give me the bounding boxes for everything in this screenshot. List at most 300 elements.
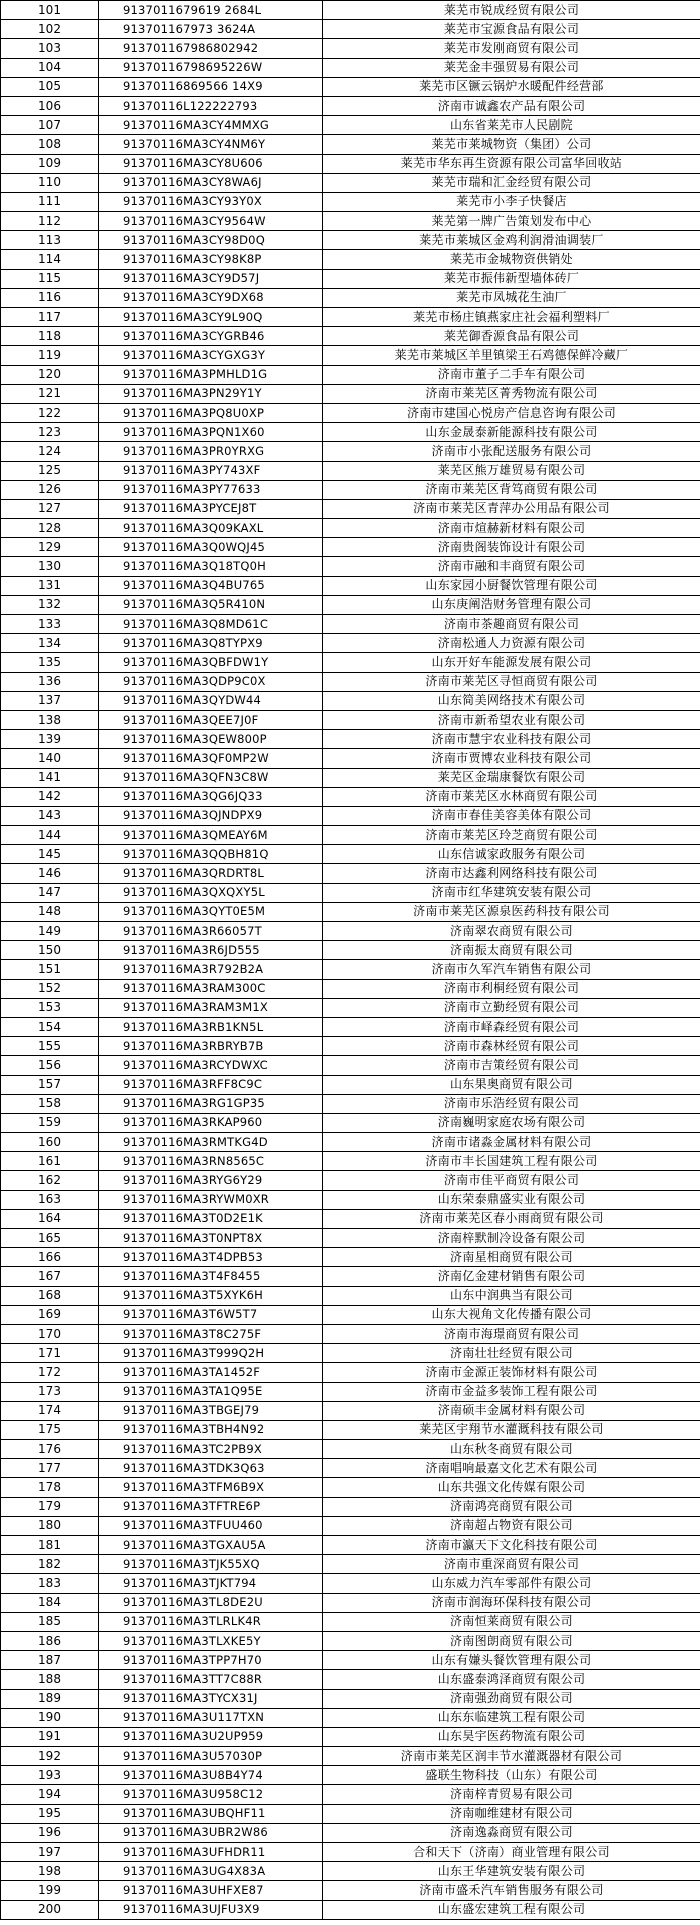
row-number-cell: 121 <box>1 384 99 403</box>
table-row <box>1 365 700 384</box>
table-row <box>1 615 700 634</box>
row-number-cell: 181 <box>1 1536 99 1555</box>
table-row <box>1 1555 700 1574</box>
credit-code-cell: 91370116MA3TJKT794 <box>99 1574 323 1593</box>
table-row <box>1 634 700 653</box>
table-row <box>1 1190 700 1209</box>
company-name-cell: 济南市利桐经贸有限公司 <box>323 979 700 998</box>
credit-code-cell: 91370116MA3TA1Q95E <box>99 1382 323 1401</box>
table-row <box>1 1229 700 1248</box>
row-number-cell: 144 <box>1 826 99 845</box>
row-number-cell: 132 <box>1 595 99 614</box>
credit-code-cell: 91370116MA3TFM6B9X <box>99 1478 323 1497</box>
row-number-cell: 159 <box>1 1113 99 1132</box>
table-row <box>1 806 700 825</box>
table-row <box>1 212 700 231</box>
row-number-cell: 107 <box>1 116 99 135</box>
company-name-cell: 济南市久军汽车销售有限公司 <box>323 960 700 979</box>
company-name-cell: 济南梓青贸易有限公司 <box>323 1785 700 1804</box>
table-row <box>1 39 700 58</box>
table-row <box>1 269 700 288</box>
row-number-cell: 165 <box>1 1229 99 1248</box>
credit-code-cell: 91370116MA3PMHLD1G <box>99 365 323 384</box>
company-name-cell: 济南鸿亮商贸有限公司 <box>323 1497 700 1516</box>
company-name-cell: 莱芜第一牌广告策划发布中心 <box>323 212 700 231</box>
table-row <box>1 922 700 941</box>
company-name-cell: 济南恒莱商贸有限公司 <box>323 1612 700 1631</box>
table-row <box>1 1382 700 1401</box>
company-name-cell: 济南市慧宇农业科技有限公司 <box>323 730 700 749</box>
row-number-cell: 139 <box>1 730 99 749</box>
company-name-cell: 济南市诸淼金属材料有限公司 <box>323 1133 700 1152</box>
company-name-cell: 济南超占物资有限公司 <box>323 1516 700 1535</box>
credit-code-cell: 91370116MA3QF0MP2W <box>99 749 323 768</box>
credit-code-cell: 91370116MA3TT7C88R <box>99 1670 323 1689</box>
credit-code-cell: 91370116MA3CY9L90Q <box>99 308 323 327</box>
credit-code-cell: 91370116MA3T4DPB53 <box>99 1248 323 1267</box>
row-number-cell: 151 <box>1 960 99 979</box>
credit-code-cell: 91370116MA3QDP9C0X <box>99 672 323 691</box>
row-number-cell: 183 <box>1 1574 99 1593</box>
credit-code-cell: 91370116MA3TL8DE2U <box>99 1593 323 1612</box>
credit-code-cell: 91370116MA3UHFXE87 <box>99 1881 323 1900</box>
table-row <box>1 1363 700 1382</box>
table-row <box>1 1056 700 1075</box>
credit-code-cell: 91370116MA3CY8U606 <box>99 154 323 173</box>
row-number-cell: 103 <box>1 39 99 58</box>
row-number-cell: 160 <box>1 1133 99 1152</box>
credit-code-cell: 91370116MA3TBH4N92 <box>99 1420 323 1439</box>
company-name-cell: 山东果奥商贸有限公司 <box>323 1075 700 1094</box>
company-name-cell: 莱芜市莱城物资（集团）公司 <box>323 135 700 154</box>
row-number-cell: 175 <box>1 1420 99 1439</box>
row-number-cell: 157 <box>1 1075 99 1094</box>
row-number-cell: 154 <box>1 1017 99 1036</box>
row-number-cell: 189 <box>1 1689 99 1708</box>
company-name-cell: 山东威力汽车零部件有限公司 <box>323 1574 700 1593</box>
row-number-cell: 130 <box>1 557 99 576</box>
credit-code-cell: 91370116MA3UBR2W86 <box>99 1823 323 1842</box>
company-name-cell: 济南市红华建筑安装有限公司 <box>323 883 700 902</box>
credit-code-cell: 91370116MA3PQN1X60 <box>99 423 323 442</box>
credit-code-cell: 91370116MA3RYWM0XR <box>99 1190 323 1209</box>
company-name-cell: 济南翠农商贸有限公司 <box>323 922 700 941</box>
credit-code-cell: 91370116MA3T0NPT8X <box>99 1229 323 1248</box>
row-number-cell: 122 <box>1 403 99 422</box>
company-name-cell: 山东盛泰鸿泽商贸有限公司 <box>323 1670 700 1689</box>
table-row <box>1 480 700 499</box>
row-number-cell: 199 <box>1 1881 99 1900</box>
credit-code-cell: 91370116MA3T999Q2H <box>99 1344 323 1363</box>
credit-code-cell: 91370116MA3CY9564W <box>99 212 323 231</box>
row-number-cell: 188 <box>1 1670 99 1689</box>
row-number-cell: 187 <box>1 1651 99 1670</box>
table-row <box>1 1593 700 1612</box>
company-name-cell: 山东秋冬商贸有限公司 <box>323 1440 700 1459</box>
credit-code-cell: 91370116MA3CY4MMXG <box>99 116 323 135</box>
company-name-cell: 济南市金益多装饰工程有限公司 <box>323 1382 700 1401</box>
credit-code-cell: 91370116MA3QG6JQ33 <box>99 787 323 806</box>
row-number-cell: 182 <box>1 1555 99 1574</box>
row-number-cell: 105 <box>1 77 99 96</box>
table-row <box>1 902 700 921</box>
row-number-cell: 193 <box>1 1766 99 1785</box>
credit-code-cell: 91370116MA3T6W5T7 <box>99 1305 323 1324</box>
company-name-cell: 济南市莱芜区春小雨商贸有限公司 <box>323 1209 700 1228</box>
row-number-cell: 166 <box>1 1248 99 1267</box>
credit-code-cell: 91370116MA3T0D2E1K <box>99 1209 323 1228</box>
credit-code-cell: 91370116MA3TPP7H70 <box>99 1651 323 1670</box>
company-name-cell: 济南市丰长国建筑工程有限公司 <box>323 1152 700 1171</box>
company-name-cell: 山东信诚家政服务有限公司 <box>323 845 700 864</box>
company-name-cell: 济南市茶趣商贸有限公司 <box>323 615 700 634</box>
table-row <box>1 1017 700 1036</box>
credit-code-cell: 91370116MA3TYCX31J <box>99 1689 323 1708</box>
table-row <box>1 135 700 154</box>
company-name-cell: 山东大视角文化传播有限公司 <box>323 1305 700 1324</box>
credit-code-cell: 91370116L122222793 <box>99 96 323 115</box>
credit-code-cell: 91370116MA3RFF8C9C <box>99 1075 323 1094</box>
company-name-cell: 济南市莱芜区菁秀物流有限公司 <box>323 384 700 403</box>
table-row <box>1 1152 700 1171</box>
table-row <box>1 1516 700 1535</box>
credit-code-cell: 91370116MA3T8C275F <box>99 1324 323 1343</box>
row-number-cell: 171 <box>1 1344 99 1363</box>
table-row <box>1 1612 700 1631</box>
table-row <box>1 1843 700 1862</box>
credit-code-cell: 91370116MA3Q8TYPX9 <box>99 634 323 653</box>
row-number-cell: 153 <box>1 998 99 1017</box>
credit-code-cell: 91370116MA3CYGXG3Y <box>99 346 323 365</box>
credit-code-cell: 91370116MA3QYT0E5M <box>99 902 323 921</box>
table-row <box>1 519 700 538</box>
company-name-cell: 莱芜金丰强贸易有限公司 <box>323 58 700 77</box>
table-row <box>1 308 700 327</box>
credit-code-cell: 91370116MA3PQ8U0XP <box>99 403 323 422</box>
table-row <box>1 768 700 787</box>
company-name-cell: 山东金晟泰新能源科技有限公司 <box>323 423 700 442</box>
credit-code-cell: 91370116MA3CY9DX68 <box>99 288 323 307</box>
credit-code-cell: 91370116MA3QEW800P <box>99 730 323 749</box>
credit-code-cell: 91370116MA3TGXAU5A <box>99 1536 323 1555</box>
company-name-cell: 济南贵阁装饰设计有限公司 <box>323 538 700 557</box>
row-number-cell: 125 <box>1 461 99 480</box>
credit-code-cell: 91370116MA3CY93Y0X <box>99 192 323 211</box>
company-name-cell: 济南星相商贸有限公司 <box>323 1248 700 1267</box>
table-row <box>1 960 700 979</box>
row-number-cell: 104 <box>1 58 99 77</box>
row-number-cell: 120 <box>1 365 99 384</box>
table-row <box>1 1766 700 1785</box>
table-body <box>1 1 700 1920</box>
row-number-cell: 155 <box>1 1037 99 1056</box>
credit-code-cell: 91370116MA3PY77633 <box>99 480 323 499</box>
company-name-cell: 济南市贾博农业科技有限公司 <box>323 749 700 768</box>
credit-code-cell: 91370116MA3Q8MD61C <box>99 615 323 634</box>
credit-code-cell: 91370116MA3PN29Y1Y <box>99 384 323 403</box>
row-number-cell: 114 <box>1 250 99 269</box>
table-row <box>1 576 700 595</box>
table-row <box>1 845 700 864</box>
row-number-cell: 167 <box>1 1267 99 1286</box>
row-number-cell: 142 <box>1 787 99 806</box>
table-row <box>1 1747 700 1766</box>
company-name-cell: 山东东临建筑工程有限公司 <box>323 1708 700 1727</box>
row-number-cell: 150 <box>1 941 99 960</box>
credit-code-cell: 91370116MA3RAM3M1X <box>99 998 323 1017</box>
row-number-cell: 106 <box>1 96 99 115</box>
credit-code-cell: 91370116MA3R6JD555 <box>99 941 323 960</box>
row-number-cell: 126 <box>1 480 99 499</box>
row-number-cell: 198 <box>1 1862 99 1881</box>
credit-code-cell: 91370116MA3RG1GP35 <box>99 1094 323 1113</box>
company-name-cell: 莱芜区金瑞康餐饮有限公司 <box>323 768 700 787</box>
row-number-cell: 180 <box>1 1516 99 1535</box>
row-number-cell: 200 <box>1 1900 99 1919</box>
row-number-cell: 123 <box>1 423 99 442</box>
company-name-cell: 莱芜市振伟新型墙体砖厂 <box>323 269 700 288</box>
credit-code-cell: 91370116MA3QBFDW1Y <box>99 653 323 672</box>
credit-code-cell: 91370116MA3UG4X83A <box>99 1862 323 1881</box>
row-number-cell: 184 <box>1 1593 99 1612</box>
table-row <box>1 998 700 1017</box>
row-number-cell: 177 <box>1 1459 99 1478</box>
row-number-cell: 141 <box>1 768 99 787</box>
company-name-cell: 济南逸淼商贸有限公司 <box>323 1823 700 1842</box>
row-number-cell: 190 <box>1 1708 99 1727</box>
table-row <box>1 1171 700 1190</box>
company-name-cell: 济南硕丰金属材料有限公司 <box>323 1401 700 1420</box>
table-row <box>1 1670 700 1689</box>
table-row <box>1 787 700 806</box>
credit-code-cell: 91370116MA3TC2PB9X <box>99 1440 323 1459</box>
credit-code-cell: 91370116MA3QRDRT8L <box>99 864 323 883</box>
company-name-cell: 济南市乐浩经贸有限公司 <box>323 1094 700 1113</box>
credit-code-cell: 91370116MA3RBRYB7B <box>99 1037 323 1056</box>
company-name-cell: 济南咖维建材有限公司 <box>323 1804 700 1823</box>
row-number-cell: 135 <box>1 653 99 672</box>
row-number-cell: 152 <box>1 979 99 998</box>
company-name-cell: 济南壮壮经贸有限公司 <box>323 1344 700 1363</box>
credit-code-cell: 91370116MA3CY98K8P <box>99 250 323 269</box>
credit-code-cell: 91370116MA3U117TXN <box>99 1708 323 1727</box>
credit-code-cell: 91370116MA3QJNDPX9 <box>99 806 323 825</box>
table-row <box>1 116 700 135</box>
credit-code-cell: 91370116MA3U57030P <box>99 1747 323 1766</box>
credit-code-cell: 91370116MA3PYCEJ8T <box>99 499 323 518</box>
row-number-cell: 127 <box>1 499 99 518</box>
table-row <box>1 192 700 211</box>
table-row <box>1 346 700 365</box>
company-name-cell: 济南市森林经贸有限公司 <box>323 1037 700 1056</box>
company-name-cell: 山东共强文化传媒有限公司 <box>323 1478 700 1497</box>
row-number-cell: 192 <box>1 1747 99 1766</box>
company-name-cell: 莱芜市凤城花生油厂 <box>323 288 700 307</box>
table-row <box>1 1037 700 1056</box>
table-row <box>1 883 700 902</box>
row-number-cell: 197 <box>1 1843 99 1862</box>
row-number-cell: 138 <box>1 710 99 729</box>
credit-code-cell: 91370116MA3RKAP960 <box>99 1113 323 1132</box>
table-row <box>1 423 700 442</box>
company-name-cell: 济南亿金建材销售有限公司 <box>323 1267 700 1286</box>
row-number-cell: 145 <box>1 845 99 864</box>
table-row <box>1 58 700 77</box>
row-number-cell: 174 <box>1 1401 99 1420</box>
table-row <box>1 1689 700 1708</box>
table-row <box>1 1420 700 1439</box>
row-number-cell: 179 <box>1 1497 99 1516</box>
company-name-cell: 济南市董子二手车有限公司 <box>323 365 700 384</box>
credit-code-cell: 913701167973 3624A <box>99 20 323 39</box>
company-name-cell: 济南市春佳美容美体有限公司 <box>323 806 700 825</box>
table-row <box>1 1113 700 1132</box>
company-name-cell: 莱芜市宝源食品有限公司 <box>323 20 700 39</box>
company-name-cell: 山东开好车能源发展有限公司 <box>323 653 700 672</box>
row-number-cell: 178 <box>1 1478 99 1497</box>
table-row <box>1 1900 700 1919</box>
company-name-cell: 莱芜市锐成经贸有限公司 <box>323 1 700 20</box>
table-row <box>1 231 700 250</box>
credit-code-cell: 91370116MA3RYG6Y29 <box>99 1171 323 1190</box>
table-row <box>1 1401 700 1420</box>
row-number-cell: 129 <box>1 538 99 557</box>
credit-code-cell: 91370116MA3PY743XF <box>99 461 323 480</box>
company-name-cell: 山东省莱芜市人民剧院 <box>323 116 700 135</box>
company-name-cell: 山东家园小厨餐饮管理有限公司 <box>323 576 700 595</box>
company-name-cell: 济南市莱芜区源泉医药科技有限公司 <box>323 902 700 921</box>
company-name-cell: 济南市莱芜区玲芝商贸有限公司 <box>323 826 700 845</box>
table-row <box>1 1862 700 1881</box>
credit-code-cell: 91370116MA3TFUU460 <box>99 1516 323 1535</box>
table-row <box>1 1708 700 1727</box>
row-number-cell: 134 <box>1 634 99 653</box>
row-number-cell: 110 <box>1 173 99 192</box>
table-row <box>1 941 700 960</box>
company-name-cell: 济南市小张配送服务有限公司 <box>323 442 700 461</box>
table-row <box>1 595 700 614</box>
company-name-cell: 济南市重深商贸有限公司 <box>323 1555 700 1574</box>
credit-code-cell: 91370116798695226W <box>99 58 323 77</box>
credit-code-cell: 91370116MA3QEE7J0F <box>99 710 323 729</box>
row-number-cell: 116 <box>1 288 99 307</box>
credit-code-cell: 91370116MA3TA1452F <box>99 1363 323 1382</box>
table-row <box>1 1823 700 1842</box>
table-row <box>1 1631 700 1650</box>
credit-code-cell: 91370116MA3RAM300C <box>99 979 323 998</box>
table-row <box>1 1 700 20</box>
company-name-cell: 莱芜市金城物资供销处 <box>323 250 700 269</box>
company-name-cell: 莱芜区熊万雄贸易有限公司 <box>323 461 700 480</box>
company-name-cell: 山东简美网络技术有限公司 <box>323 691 700 710</box>
company-name-cell: 济南市盛禾汽车销售服务有限公司 <box>323 1881 700 1900</box>
credit-code-cell: 91370116MA3PR0YRXG <box>99 442 323 461</box>
credit-code-cell: 913701167986802942 <box>99 39 323 58</box>
company-name-cell: 莱芜御香源食品有限公司 <box>323 327 700 346</box>
company-name-cell: 济南图朗商贸有限公司 <box>323 1631 700 1650</box>
table-row <box>1 691 700 710</box>
credit-code-cell: 91370116MA3CYGRB46 <box>99 327 323 346</box>
row-number-cell: 118 <box>1 327 99 346</box>
table-row <box>1 288 700 307</box>
table-row <box>1 1075 700 1094</box>
credit-code-cell: 91370116MA3T5XYK6H <box>99 1286 323 1305</box>
company-name-cell: 济南市诚鑫农产品有限公司 <box>323 96 700 115</box>
table-row <box>1 1440 700 1459</box>
table-row <box>1 461 700 480</box>
company-name-cell: 山东昊宇医药物流有限公司 <box>323 1727 700 1746</box>
credit-code-cell: 91370116MA3TDK3Q63 <box>99 1459 323 1478</box>
row-number-cell: 102 <box>1 20 99 39</box>
company-name-cell: 莱芜市小李子快餐店 <box>323 192 700 211</box>
credit-code-cell: 91370116MA3TJK55XQ <box>99 1555 323 1574</box>
credit-code-cell: 91370116MA3RMTKG4D <box>99 1133 323 1152</box>
company-name-cell: 济南市莱芜区水林商贸有限公司 <box>323 787 700 806</box>
row-number-cell: 195 <box>1 1804 99 1823</box>
company-name-cell: 济南市佳平商贸有限公司 <box>323 1171 700 1190</box>
table-row <box>1 672 700 691</box>
credit-code-cell: 91370116MA3TFTRE6P <box>99 1497 323 1516</box>
company-name-cell: 山东中润典当有限公司 <box>323 1286 700 1305</box>
company-name-cell: 济南松通人力资源有限公司 <box>323 634 700 653</box>
table-row <box>1 96 700 115</box>
table-row <box>1 538 700 557</box>
company-name-cell: 山东荣泰鼎盛实业有限公司 <box>323 1190 700 1209</box>
row-number-cell: 148 <box>1 902 99 921</box>
table-row <box>1 979 700 998</box>
table-row <box>1 653 700 672</box>
table-row <box>1 1094 700 1113</box>
company-name-cell: 莱芜市发刚商贸有限公司 <box>323 39 700 58</box>
row-number-cell: 172 <box>1 1363 99 1382</box>
table-row <box>1 250 700 269</box>
company-name-cell: 济南市煊赫新材料有限公司 <box>323 519 700 538</box>
row-number-cell: 158 <box>1 1094 99 1113</box>
credit-code-cell: 91370116869566 14X9 <box>99 77 323 96</box>
company-name-cell: 济南市润海环保科技有限公司 <box>323 1593 700 1612</box>
company-name-cell: 济南市金源正装饰材料有限公司 <box>323 1363 700 1382</box>
credit-code-cell: 91370116MA3TBGEJ79 <box>99 1401 323 1420</box>
table-row <box>1 864 700 883</box>
credit-code-cell: 91370116MA3UBQHF11 <box>99 1804 323 1823</box>
company-name-cell: 山东有嫌头餐饮管理有限公司 <box>323 1651 700 1670</box>
company-name-cell: 济南市莱芜区青萍办公用品有限公司 <box>323 499 700 518</box>
credit-code-cell: 91370116MA3Q0WQJ45 <box>99 538 323 557</box>
company-name-cell: 济南市峄森经贸有限公司 <box>323 1017 700 1036</box>
company-name-cell: 莱芜市华东再生资源有限公司富华回收站 <box>323 154 700 173</box>
row-number-cell: 194 <box>1 1785 99 1804</box>
company-name-cell: 济南市达鑫利网络科技有限公司 <box>323 864 700 883</box>
row-number-cell: 108 <box>1 135 99 154</box>
row-number-cell: 140 <box>1 749 99 768</box>
table-row <box>1 154 700 173</box>
company-name-cell: 济南市新希望农业有限公司 <box>323 710 700 729</box>
credit-code-cell: 91370116MA3UFHDR11 <box>99 1843 323 1862</box>
credit-code-cell: 91370116MA3R66057T <box>99 922 323 941</box>
row-number-cell: 168 <box>1 1286 99 1305</box>
table-row <box>1 499 700 518</box>
company-name-cell: 济南市海璟商贸有限公司 <box>323 1324 700 1343</box>
table-row <box>1 77 700 96</box>
table-row <box>1 1881 700 1900</box>
table-row <box>1 1727 700 1746</box>
row-number-cell: 113 <box>1 231 99 250</box>
credit-code-cell: 91370116MA3U8B4Y74 <box>99 1766 323 1785</box>
row-number-cell: 149 <box>1 922 99 941</box>
company-name-cell: 济南巍明家庭农场有限公司 <box>323 1113 700 1132</box>
credit-code-cell: 91370116MA3Q09KAXL <box>99 519 323 538</box>
table-row <box>1 1267 700 1286</box>
